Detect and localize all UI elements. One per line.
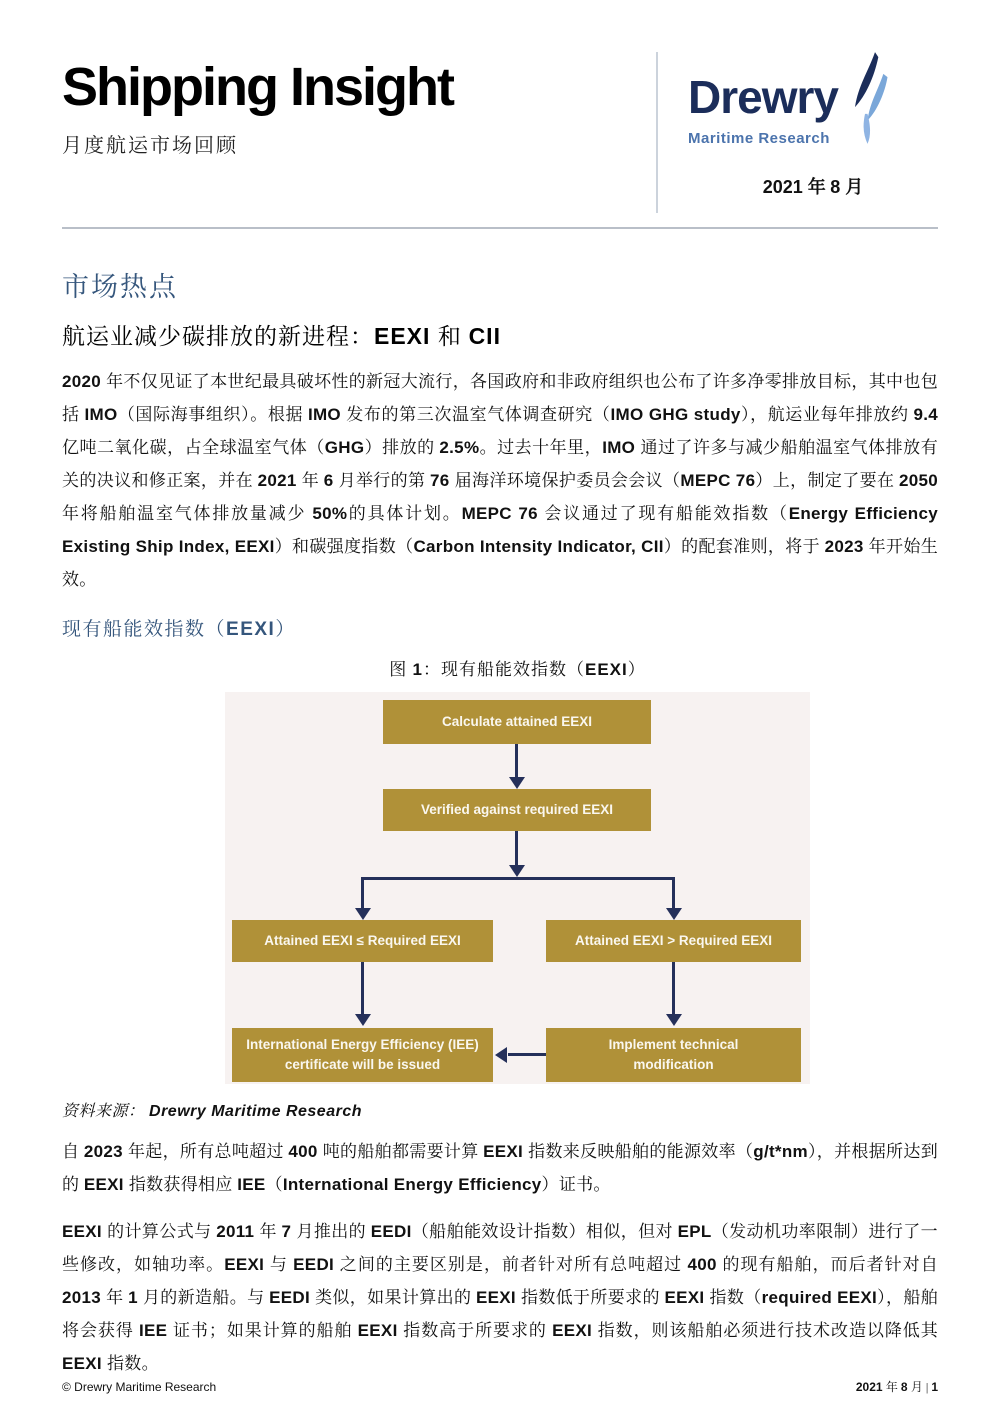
section-heading: 市场热点 bbox=[62, 272, 178, 302]
arrow-head-left-outcome bbox=[355, 1014, 371, 1026]
figure-caption: 图 1：现有船能效指数（EEXI） bbox=[389, 660, 646, 679]
figure-source bbox=[62, 1098, 938, 1121]
source-value: Drewry Maritime Research bbox=[149, 1103, 362, 1120]
split-connector bbox=[361, 877, 675, 880]
subsection-heading: 现有船能效指数（EEXI） bbox=[62, 619, 296, 640]
arrow-line-step1-step2 bbox=[515, 744, 518, 778]
paragraph-3: EEXI 的计算公式与 2011 年 7 月推出的 EEDI（船舶能效设计指数）相似，但对 EPL（发动机功率限制）进行了一些修改，如轴功率。EEXI 与 EEDI 之间的主要区别是，前者针对所有总吨超过 400 的现有船舶，而后者针对自 2013 年 1 月的新造船。与 EEDI 类似，如果计算出的 EEXI 指数低于所要求的 EEXI 指数（required EEXI），船舶将会获得 IEE 证书；如果计算的船舶 EEXI 指数高于所要求的 EEXI 指数，则该船舶必须进行技术改造以降低其 EEXI 指数。 bbox=[62, 1222, 939, 1373]
publication-title: Shipping Insight bbox=[62, 57, 453, 117]
arrow-line-step2-split bbox=[515, 831, 518, 866]
arrow-line-split-left bbox=[361, 877, 364, 909]
masthead bbox=[0, 0, 1000, 213]
source-label: 资料来源： bbox=[62, 1103, 145, 1120]
arrow-line-right-outcome bbox=[672, 962, 675, 1015]
publication-subtitle: 月度航运市场回顾 bbox=[62, 135, 238, 158]
masthead-right bbox=[656, 52, 938, 213]
flow-node-verified-eexi: Verified against required EEXI bbox=[383, 789, 651, 831]
flow-node-attained-le-required: Attained EEXI ≤ Required EEXI bbox=[232, 920, 493, 962]
masthead-left bbox=[62, 52, 656, 213]
header-divider bbox=[62, 227, 938, 229]
flow-node-technical-modification: Implement technical modification bbox=[546, 1028, 801, 1082]
paragraph-2: 自 2023 年起，所有总吨超过 400 吨的船舶都需要计算 EEXI 指数来反映船舶的能源效率（g/t*nm），并根据所达到的 EEXI 指数获得相应 IEE（International Energy Efficiency）证书。 bbox=[62, 1142, 938, 1194]
figure-1 bbox=[225, 655, 810, 1084]
arrow-head-split-right bbox=[666, 908, 682, 920]
footer-page-info: 2021 年 8 月 | 1 bbox=[855, 1380, 938, 1394]
arrow-line-left-outcome bbox=[361, 962, 364, 1015]
arrow-head-modification-certificate bbox=[495, 1047, 507, 1063]
issue-date: 2021 年 8 月 bbox=[762, 177, 864, 197]
arrow-line-split-right bbox=[672, 877, 675, 909]
paragraph-1: 2020 年不仅见证了本世纪最具破坏性的新冠大流行，各国政府和非政府组织也公布了许多净零排放目标，其中也包括 IMO（国际海事组织）。根据 IMO 发布的第三次温室气体调查研究（IMO GHG study），航运业每年排放约 9.4 亿吨二氧化碳，占全球温室气体（GHG）排放的 2.5%。过去十年里，IMO 通过了许多与减少船舶温室气体排放有关的决议和修正案，并在 2021 年 6 月举行的第 76 届海洋环境保护委员会会议（MEPC 76）上，制定了要在 2050 年将船舶温室气体排放量减少 50%的具体计划。MEPC 76 会议通过了现有船能效指数（Energy Efficiency Existing Ship Index, EEXI）和碳强度指数（Carbon Intensity Indicator, CII）的配套准则，将于 2023 年开始生效。 bbox=[62, 372, 939, 589]
flow-node-attained-gt-required: Attained EEXI > Required EEXI bbox=[546, 920, 801, 962]
page-footer bbox=[62, 1378, 938, 1395]
logo-wordmark: Drewry bbox=[688, 71, 838, 123]
arrow-head-split-left bbox=[355, 908, 371, 920]
footer-copyright: © Drewry Maritime Research bbox=[62, 1380, 217, 1394]
flow-node-calculate-eexi: Calculate attained EEXI bbox=[383, 700, 651, 744]
arrow-head-right-outcome bbox=[666, 1014, 682, 1026]
arrow-head-step2-split bbox=[509, 865, 525, 877]
article-title: 航运业减少碳排放的新进程：EEXI 和 CII bbox=[62, 323, 501, 349]
logo-tagline: Maritime Research bbox=[688, 130, 830, 147]
article bbox=[0, 265, 1000, 1380]
eexi-flowchart bbox=[225, 692, 810, 1084]
arrow-head-step1-step2 bbox=[509, 777, 525, 789]
flow-node-iee-certificate: International Energy Efficiency (IEE) certificate will be issued bbox=[232, 1028, 493, 1082]
arrow-line-modification-certificate bbox=[508, 1053, 546, 1056]
